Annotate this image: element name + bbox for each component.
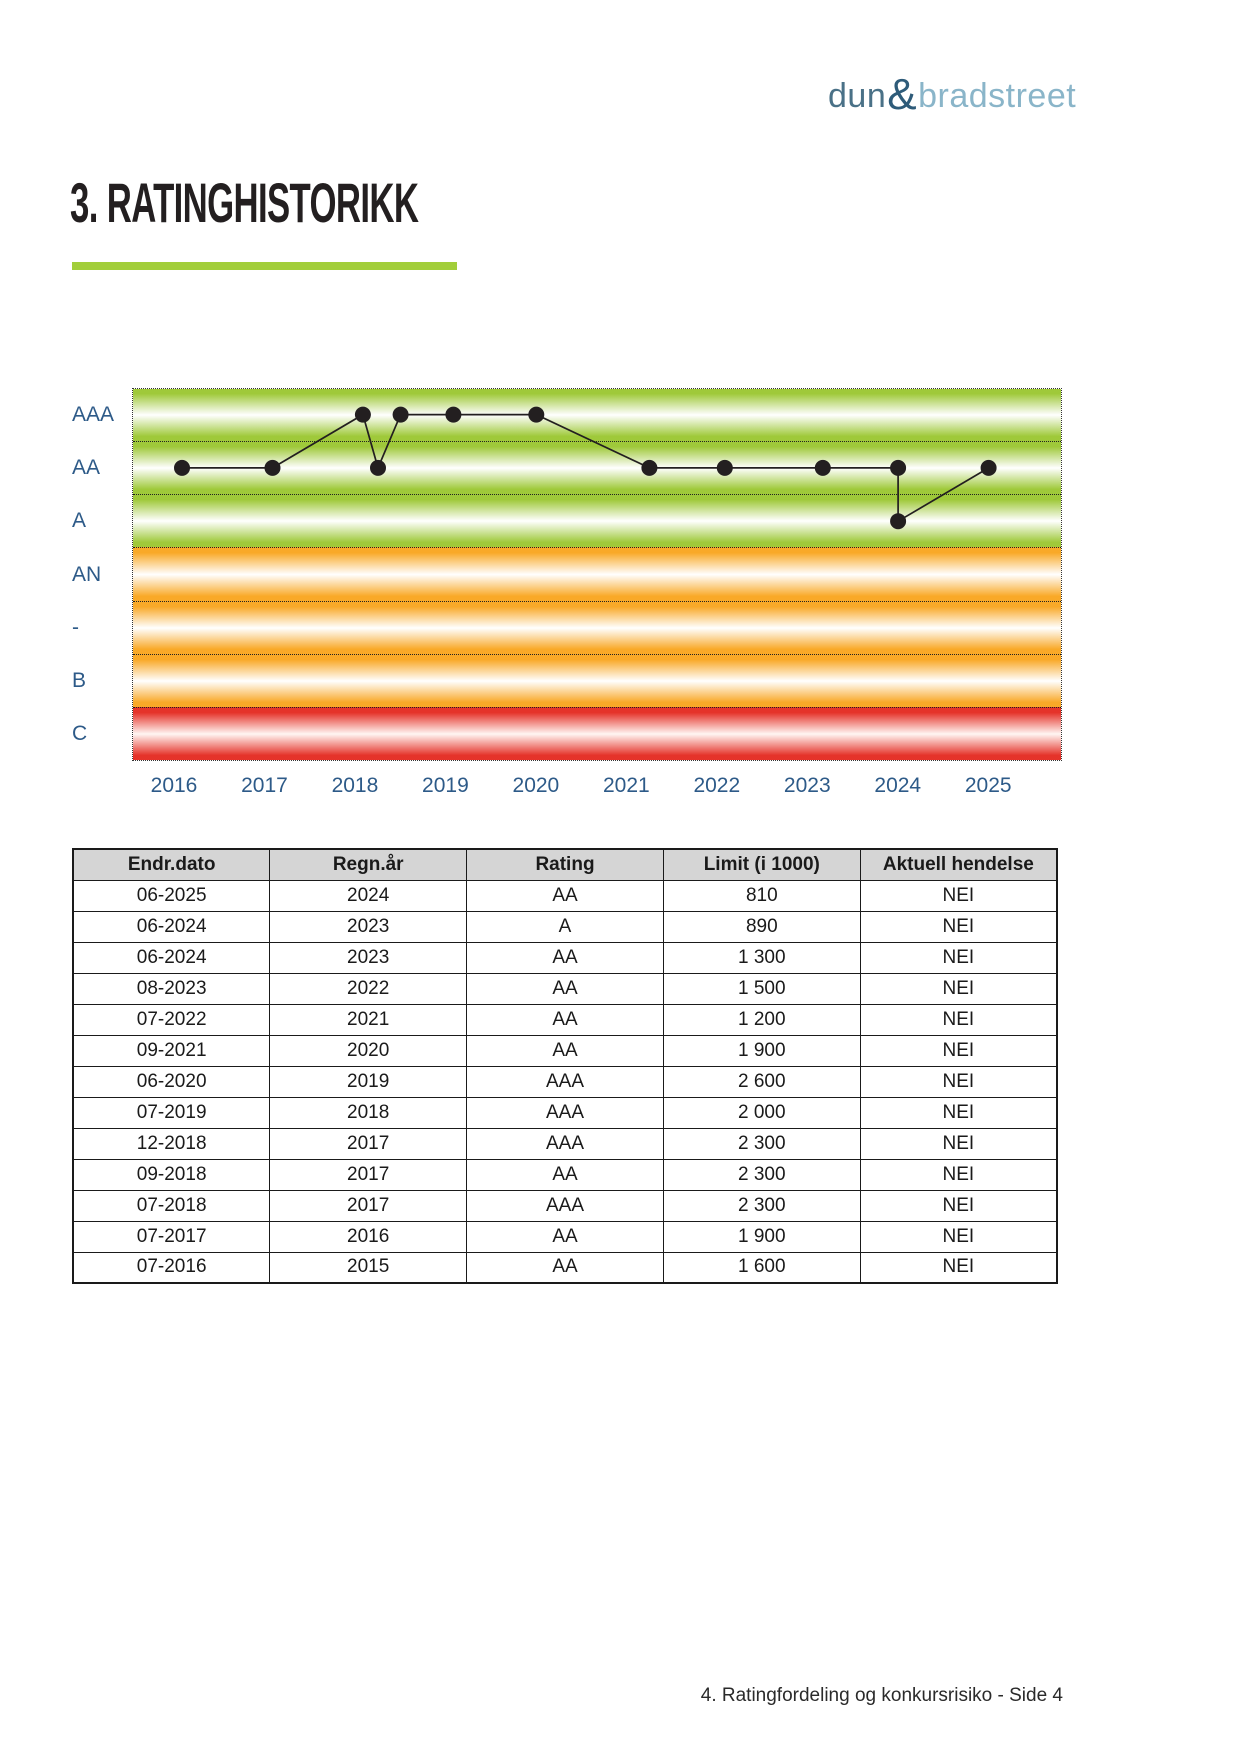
rating-trend-line — [182, 415, 989, 522]
table-row — [73, 1097, 1057, 1128]
table-cell: 1 600 — [663, 1252, 860, 1283]
table-cell: 1 300 — [663, 942, 860, 973]
x-axis-label-2025: 2025 — [964, 774, 1012, 797]
y-axis-label-b: B — [72, 669, 87, 693]
rating-point-06-2020-aaa — [528, 407, 544, 423]
table-cell: 2023 — [270, 911, 467, 942]
table-row — [73, 1004, 1057, 1035]
table-cell: 890 — [663, 911, 860, 942]
rating-point-07-2016-aa — [174, 460, 190, 476]
table-row — [73, 1066, 1057, 1097]
table-cell: AA — [467, 973, 664, 1004]
table-cell: NEI — [860, 880, 1057, 911]
column-header: Regn.år — [270, 849, 467, 880]
table-cell: 07-2019 — [73, 1097, 270, 1128]
rating-point-07-2017-aa — [265, 460, 281, 476]
x-axis-label-2018: 2018 — [331, 774, 379, 797]
table-cell: NEI — [860, 1252, 1057, 1283]
table-cell: 2018 — [270, 1097, 467, 1128]
table-cell: AA — [467, 1035, 664, 1066]
table-row — [73, 880, 1057, 911]
page-footer: 4. Ratingfordeling og konkursrisiko - Side 4 — [700, 1685, 1063, 1706]
table-cell: 2020 — [270, 1035, 467, 1066]
ampersand-icon: & — [887, 70, 918, 119]
table-cell: 2023 — [270, 942, 467, 973]
table-cell: 2015 — [270, 1252, 467, 1283]
rating-point-06-2025-aa — [981, 460, 997, 476]
rating-point-12-2018-aaa — [393, 407, 409, 423]
table-cell: AAA — [467, 1097, 664, 1128]
table-cell: 1 200 — [663, 1004, 860, 1035]
table-cell: 07-2018 — [73, 1190, 270, 1221]
rating-line-series — [132, 388, 1062, 761]
title-accent-bar — [72, 262, 457, 270]
x-axis-label-2017: 2017 — [241, 774, 288, 797]
table-cell: AA — [467, 1159, 664, 1190]
table-cell: AAA — [467, 1066, 664, 1097]
y-axis-label-aa: AA — [72, 455, 101, 479]
column-header: Rating — [467, 849, 664, 880]
table-cell: NEI — [860, 1004, 1057, 1035]
section-title: 3. RATINGHISTORIKK — [70, 171, 419, 234]
x-axis-label-2016: 2016 — [150, 774, 198, 797]
table-cell: AAA — [467, 1128, 664, 1159]
table-cell: AA — [467, 880, 664, 911]
table-cell: 2019 — [270, 1066, 467, 1097]
x-axis-label-2023: 2023 — [783, 774, 831, 797]
rating-point-07-2018-aaa — [355, 407, 371, 423]
table-cell: NEI — [860, 1159, 1057, 1190]
table-cell: 2 000 — [663, 1097, 860, 1128]
x-axis-label-2019: 2019 — [422, 774, 469, 797]
table-cell: 2 300 — [663, 1190, 860, 1221]
rating-point-09-2021-aa — [641, 460, 657, 476]
table-cell: 1 500 — [663, 973, 860, 1004]
table-cell: 06-2020 — [73, 1066, 270, 1097]
table-cell: 2024 — [270, 880, 467, 911]
table-cell: AAA — [467, 1190, 664, 1221]
table-cell: NEI — [860, 1035, 1057, 1066]
table-cell: AA — [467, 1221, 664, 1252]
table-row — [73, 1252, 1057, 1283]
y-axis-label-a: A — [72, 509, 87, 533]
table-cell: 1 900 — [663, 1035, 860, 1066]
column-header: Endr.dato — [73, 849, 270, 880]
rating-point-06-2024-aa — [890, 460, 906, 476]
table-cell: NEI — [860, 1128, 1057, 1159]
table-row — [73, 1221, 1057, 1252]
table-header — [73, 849, 1057, 880]
table-cell: 07-2022 — [73, 1004, 270, 1035]
table-cell: 2022 — [270, 973, 467, 1004]
table-row — [73, 1190, 1057, 1221]
table-cell: 2 600 — [663, 1066, 860, 1097]
table-cell: 2017 — [270, 1128, 467, 1159]
table-cell: 810 — [663, 880, 860, 911]
table-row — [73, 1035, 1057, 1066]
column-header: Limit (i 1000) — [663, 849, 860, 880]
dun-bradstreet-logo — [828, 68, 1076, 118]
rating-point-09-2018-aa — [370, 460, 386, 476]
rating-point-08-2023-aa — [815, 460, 831, 476]
table-cell: 2 300 — [663, 1159, 860, 1190]
x-axis-label-2024: 2024 — [874, 774, 922, 797]
table-cell: NEI — [860, 1097, 1057, 1128]
table-cell: 2017 — [270, 1190, 467, 1221]
rating-point-06-2024-a — [890, 513, 906, 529]
table-cell: AA — [467, 942, 664, 973]
rating-history-table — [72, 848, 1058, 1284]
table-cell: NEI — [860, 973, 1057, 1004]
x-axis-label-2020: 2020 — [512, 774, 560, 797]
table-cell: 06-2024 — [73, 942, 270, 973]
table-cell: 12-2018 — [73, 1128, 270, 1159]
table-cell: 07-2016 — [73, 1252, 270, 1283]
table-row — [73, 911, 1057, 942]
table-cell: 1 900 — [663, 1221, 860, 1252]
table-cell: 2016 — [270, 1221, 467, 1252]
table-cell: NEI — [860, 1190, 1057, 1221]
column-header: Aktuell hendelse — [860, 849, 1057, 880]
y-axis-label-aaa: AAA — [72, 402, 115, 426]
table-cell: 09-2018 — [73, 1159, 270, 1190]
table-row — [73, 1128, 1057, 1159]
table-cell: 2021 — [270, 1004, 467, 1035]
rating-point-07-2022-aa — [717, 460, 733, 476]
logo-text-bradstreet: bradstreet — [918, 77, 1077, 115]
table-cell: 06-2025 — [73, 880, 270, 911]
table-cell: 2017 — [270, 1159, 467, 1190]
table-cell: NEI — [860, 942, 1057, 973]
table-row — [73, 1159, 1057, 1190]
table-cell: NEI — [860, 1221, 1057, 1252]
table-cell: 08-2023 — [73, 973, 270, 1004]
y-axis-label-c: C — [72, 722, 88, 746]
y-axis-label-an: AN — [72, 562, 102, 586]
logo-text-dun: dun — [828, 77, 887, 115]
table-cell: 06-2024 — [73, 911, 270, 942]
y-axis-label-dash: - — [72, 615, 79, 639]
table-cell: 2 300 — [663, 1128, 860, 1159]
rating-point-07-2019-aaa — [445, 407, 461, 423]
table-cell: A — [467, 911, 664, 942]
x-axis-label-2021: 2021 — [602, 774, 650, 797]
x-axis-label-2022: 2022 — [693, 774, 741, 797]
table-cell: AA — [467, 1252, 664, 1283]
table-cell: NEI — [860, 911, 1057, 942]
table-cell: NEI — [860, 1066, 1057, 1097]
table-cell: AA — [467, 1004, 664, 1035]
table-row — [73, 942, 1057, 973]
table-cell: 09-2021 — [73, 1035, 270, 1066]
table-cell: 07-2017 — [73, 1221, 270, 1252]
table-row — [73, 973, 1057, 1004]
